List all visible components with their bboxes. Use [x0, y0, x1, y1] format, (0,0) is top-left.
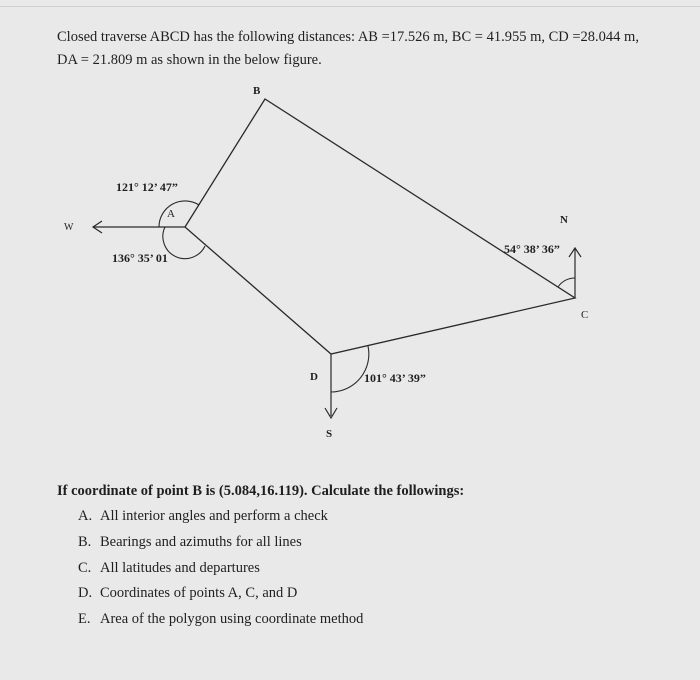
angle-label-d: 101° 43’ 39”: [364, 371, 426, 385]
angle-arc-a-lower: [163, 227, 205, 259]
point-label-a: A: [167, 208, 175, 220]
questions-heading: If coordinate of point B is (5.084,16.119). Calculate the followings:: [57, 483, 465, 499]
list-item: [78, 611, 363, 637]
item-text: Coordinates of points A, C, and D: [100, 585, 298, 602]
angle-arc-c: [558, 278, 575, 287]
item-letter: E.: [78, 611, 91, 628]
traverse-polygon: [185, 99, 575, 354]
item-text: Bearings and azimuths for all lines: [100, 533, 302, 550]
item-text: All interior angles and perform a check: [100, 508, 328, 524]
direction-label-south: S: [326, 428, 333, 440]
list-item: [78, 585, 363, 611]
list-item: [78, 508, 363, 534]
problem-statement-line-2: DA = 21.809 m as shown in the below figure.: [57, 52, 322, 68]
questions-list: [78, 508, 363, 637]
item-letter: C.: [78, 559, 92, 576]
item-text: Area of the polygon using coordinate method: [100, 611, 364, 628]
angle-label-c-bearing: 54° 38’ 36”: [504, 242, 560, 256]
item-letter: A.: [78, 508, 93, 524]
list-item: [78, 560, 363, 586]
point-label-c: C: [581, 309, 589, 321]
direction-label-north: N: [560, 214, 568, 226]
list-item: [78, 534, 363, 560]
item-letter: D.: [78, 585, 93, 602]
direction-label-west: W: [64, 222, 74, 233]
item-text: All latitudes and departures: [100, 559, 260, 576]
item-letter: B.: [78, 533, 92, 550]
problem-statement-line-1: Closed traverse ABCD has the following distances: AB =17.526 m, BC = 41.955 m, CD =28.044 m,: [57, 29, 639, 45]
angle-label-a-upper: 121° 12’ 47”: [116, 180, 178, 194]
angle-label-a-lower: 136° 35’ 01: [112, 251, 168, 265]
point-label-d: D: [310, 371, 318, 383]
point-label-b: B: [253, 85, 261, 97]
